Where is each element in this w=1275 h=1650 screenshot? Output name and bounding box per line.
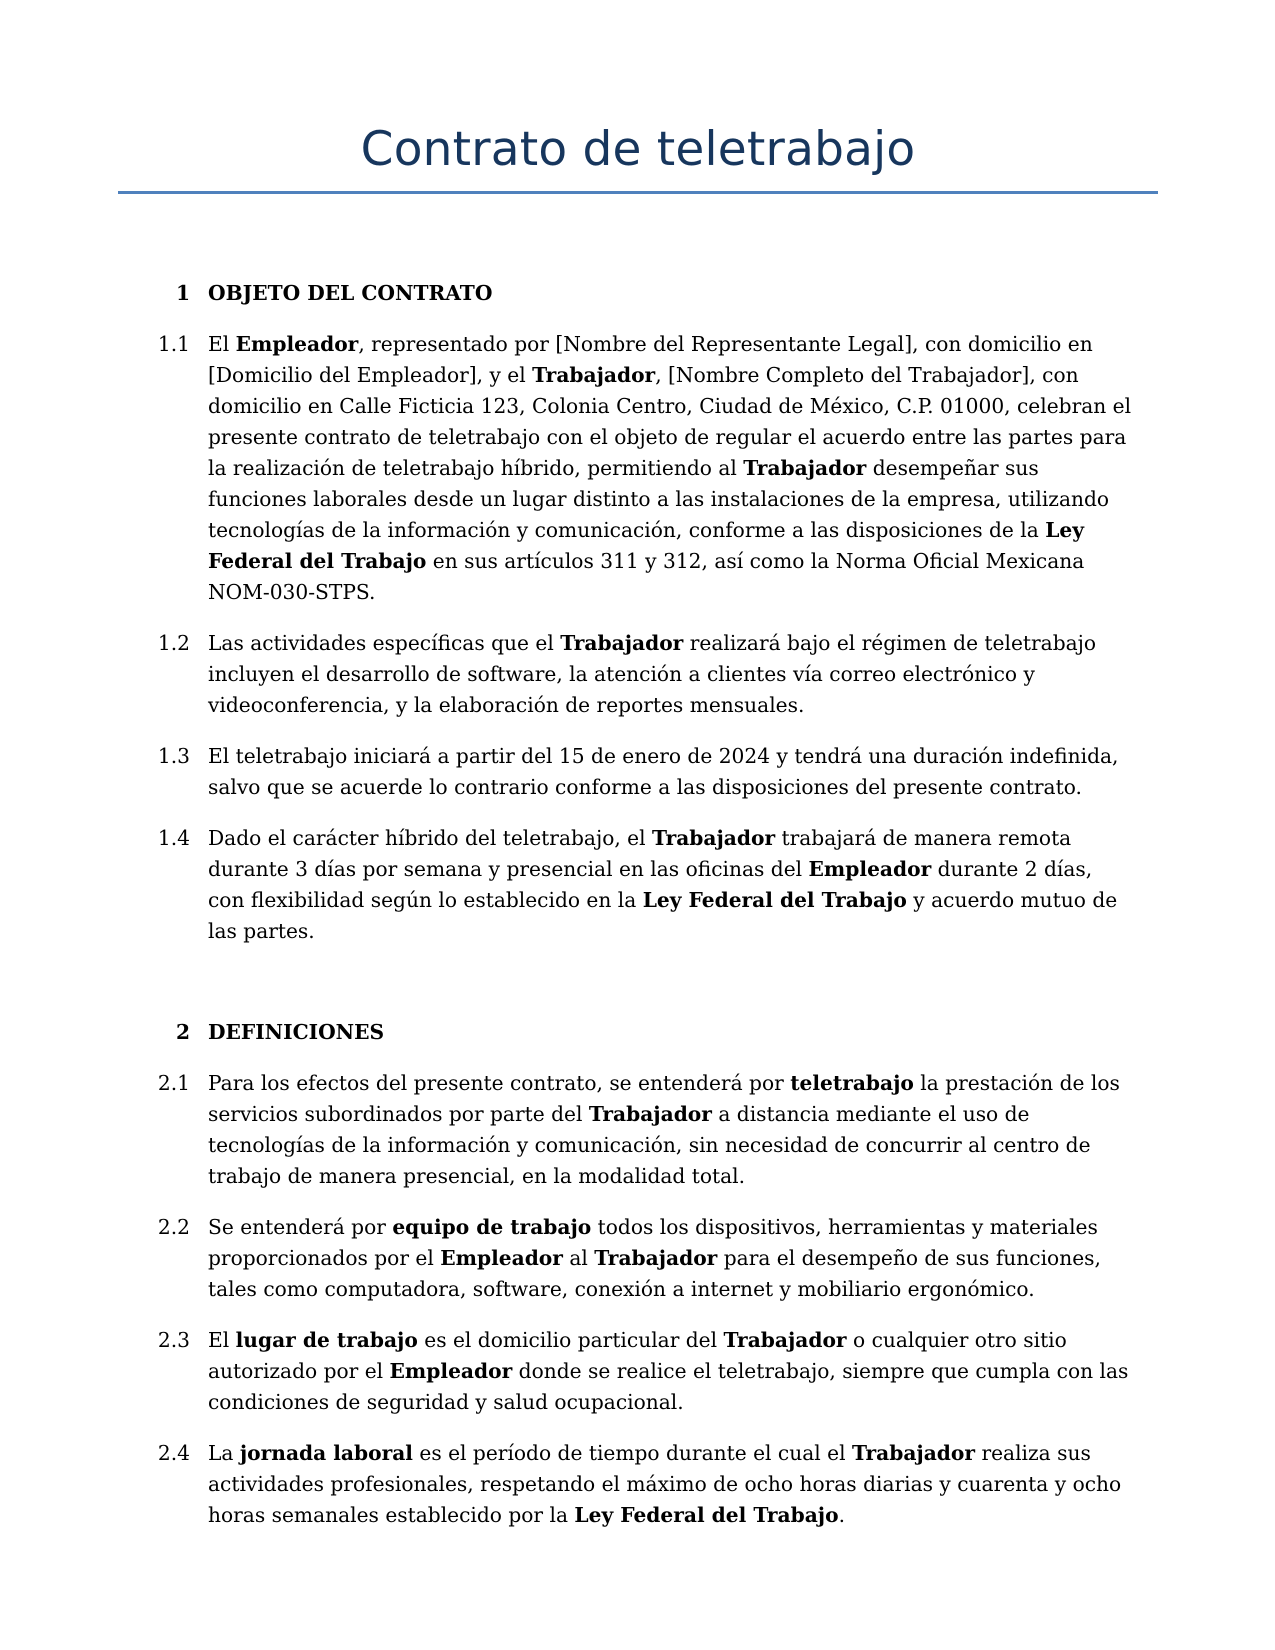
clause-text-run: para el desempeño de sus funciones, tales como computadora, software, conexión a internet y mobiliario ergonómico. xyxy=(208,1246,1101,1301)
section-number: 1 xyxy=(175,281,190,305)
clause-text-run: a distancia mediante el uso de tecnologías de la información y comunicación, sin necesidad de concurrir al centro de trabajo de manera presencial, en la modalidad total. xyxy=(208,1102,1091,1188)
section-heading-text: DEFINICIONES xyxy=(208,1020,385,1044)
clause-text-run: realizará bajo el régimen de teletrabajo incluyen el desarrollo de software, la atención a clientes vía correo electrónico y videoconferencia, y la elaboración de reportes mensuales. xyxy=(208,631,1097,717)
clause-text-run: durante 2 días, con flexibilidad según lo establecido en la xyxy=(208,857,1093,912)
bold-term: Trabajador xyxy=(594,1246,718,1270)
document-title: Contrato de teletrabajo xyxy=(360,122,916,177)
title-underline xyxy=(118,191,1158,194)
clause-text-run: Se entenderá por xyxy=(208,1215,393,1239)
bold-term: Trabajador xyxy=(743,456,867,480)
clause-text-run: El xyxy=(208,332,236,356)
clause-number: 2.4 xyxy=(157,1441,190,1465)
clause-text-run: o cualquier otro sitio autorizado por el xyxy=(208,1328,1067,1383)
bold-term: Trabajador xyxy=(588,1102,712,1126)
clause-text-run: y acuerdo mutuo de las partes. xyxy=(208,888,1118,943)
clause-text xyxy=(208,1438,1135,1531)
clause-number: 2.3 xyxy=(157,1328,190,1352)
clause xyxy=(150,1325,1135,1418)
clause-text-run: . xyxy=(838,1503,845,1527)
clause-text-run: El xyxy=(208,1328,236,1352)
bold-term: Trabajador xyxy=(560,631,684,655)
clause-number: 1.1 xyxy=(157,332,190,356)
bold-term: Trabajador xyxy=(532,363,656,387)
clause-text xyxy=(208,1325,1135,1418)
bold-term: Empleador xyxy=(808,857,932,881)
clause xyxy=(150,741,1135,803)
clause-text xyxy=(208,628,1135,721)
clause-text xyxy=(208,1068,1135,1192)
clause xyxy=(150,628,1135,721)
bold-term: Empleador xyxy=(235,332,359,356)
clause xyxy=(150,1438,1135,1531)
clause-text-run: la prestación de los servicios subordinados por parte del xyxy=(208,1071,1120,1126)
clause-text-run: Dado el carácter híbrido del teletrabajo, el xyxy=(208,826,653,850)
clause-text-run: donde se realice el teletrabajo, siempre que cumpla con las condiciones de seguridad y salud ocupacional. xyxy=(208,1359,1129,1414)
clause-text xyxy=(208,329,1135,608)
clause-text-run: es el período de tiempo durante el cual el xyxy=(412,1441,852,1465)
section-heading xyxy=(150,278,1135,309)
bold-term: equipo de trabajo xyxy=(392,1215,592,1239)
section-heading-text: OBJETO DEL CONTRATO xyxy=(208,281,493,305)
bold-term: Trabajador xyxy=(851,1441,976,1465)
clause-text xyxy=(208,741,1135,803)
clause-number: 2.2 xyxy=(157,1215,190,1239)
section-spacer xyxy=(150,967,1135,1017)
clause-text-run: desempeñar sus funciones laborales desde un lugar distinto a las instalaciones de la empresa, utilizando tecnologías de la información y comunicación, conforme a las disposiciones de la xyxy=(208,456,1110,542)
clause-text xyxy=(208,823,1135,947)
bold-term: Trabajador xyxy=(723,1328,847,1352)
bold-term: Empleador xyxy=(389,1359,513,1383)
bold-term: Trabajador xyxy=(652,826,776,850)
bold-term: jornada laboral xyxy=(239,1441,413,1465)
clause-text xyxy=(208,1212,1135,1305)
clause-number: 1.2 xyxy=(157,631,190,655)
clause-text-run: realiza sus actividades profesionales, respetando el máximo de ocho horas diarias y cuarenta y ocho horas semanales establecido por la xyxy=(208,1441,1122,1527)
bold-term: lugar de trabajo xyxy=(235,1328,418,1352)
clause xyxy=(150,823,1135,947)
clause-number: 1.4 xyxy=(157,826,190,850)
clause xyxy=(150,1068,1135,1192)
section-number: 2 xyxy=(175,1020,190,1044)
clause-number: 2.1 xyxy=(157,1071,190,1095)
bold-term: Empleador xyxy=(440,1246,563,1270)
bold-term: Ley Federal del Trabajo xyxy=(574,1503,839,1527)
clause-text-run: La xyxy=(208,1441,240,1465)
clause-text-run: Las actividades específicas que el xyxy=(208,631,561,655)
clause-text-run: , [Nombre Completo del Trabajador], con domicilio en Calle Ficticia 123, Colonia Centro, Ciudad de México, C.P. 01000, celebran el presente contrato de teletrabajo con el objeto de regular el acuerdo entre las partes para la realización de teletrabajo híbrido, permitiendo al xyxy=(208,363,1132,480)
clause xyxy=(150,1212,1135,1305)
clause-text-run: en sus artículos 311 y 312, así como la Norma Oficial Mexicana NOM-030-STPS. xyxy=(208,549,1085,604)
clause-text-run: El teletrabajo iniciará a partir del 15 de enero de 2024 y tendrá una duración indefinida, salvo que se acuerde lo contrario conforme a las disposiciones del presente contrato. xyxy=(208,744,1119,799)
bold-term: teletrabajo xyxy=(790,1071,914,1095)
clause xyxy=(150,329,1135,608)
section-heading xyxy=(150,1017,1135,1048)
clause-text-run: todos los dispositivos, herramientas y materiales proporcionados por el xyxy=(208,1215,1098,1270)
clause-text-run: trabajará de manera remota durante 3 días por semana y presencial en las oficinas del xyxy=(208,826,1072,881)
bold-term: Ley Federal del Trabajo xyxy=(642,888,907,912)
clause-number: 1.3 xyxy=(157,744,190,768)
clause-text-run: al xyxy=(562,1246,595,1270)
clause-text-run: es el domicilio particular del xyxy=(417,1328,724,1352)
clause-text-run: , representado por [Nombre del Representante Legal], con domicilio en [Domicilio del Empleador], y el xyxy=(208,332,1093,387)
document-body xyxy=(150,278,1135,1551)
bold-term: Ley Federal del Trabajo xyxy=(208,518,1084,573)
clause-text-run: Para los efectos del presente contrato, se entenderá por xyxy=(208,1071,791,1095)
